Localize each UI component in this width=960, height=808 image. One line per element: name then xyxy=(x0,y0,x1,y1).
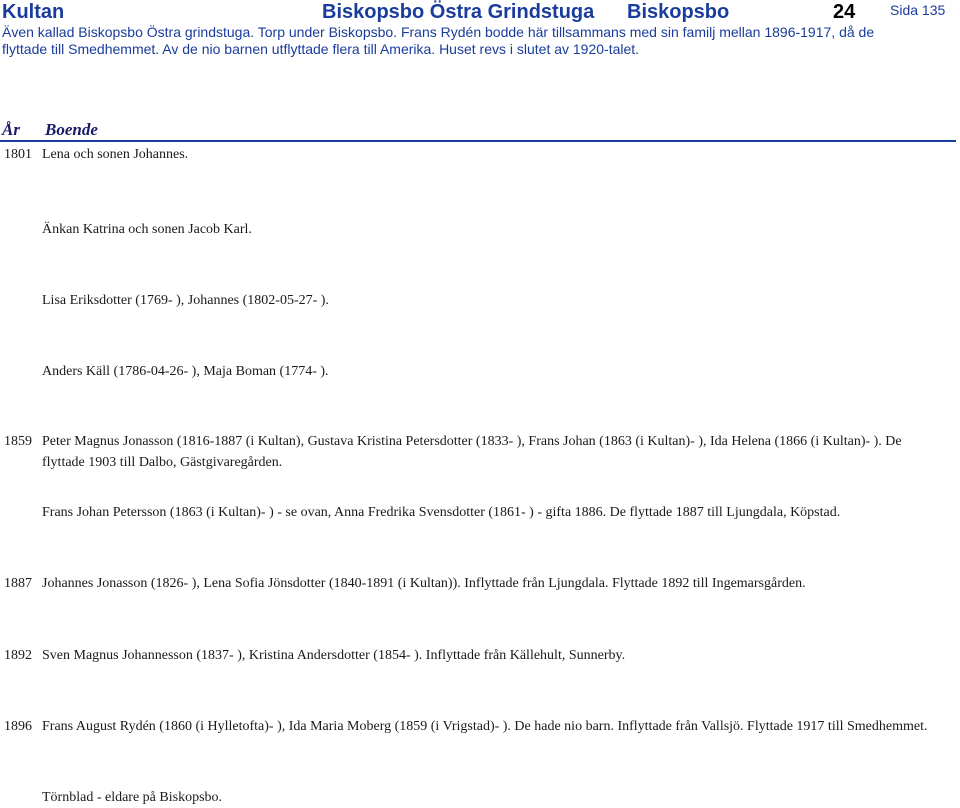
page-number: Sida 135 xyxy=(890,2,946,18)
place-name: Biskopsbo Östra Grindstuga xyxy=(322,1,595,23)
entry-text: Sven Magnus Johannesson (1837- ), Kristina Andersdotter (1854- ). Inflyttade från Källehult, Sunnerby. xyxy=(42,648,626,663)
column-header-year: År xyxy=(2,120,20,139)
entry-year: 1887 xyxy=(4,576,32,591)
page-title: Kultan xyxy=(2,1,65,23)
column-header-living: Boende xyxy=(45,120,98,139)
entry-year: 1892 xyxy=(4,648,32,663)
entry-year: 1859 xyxy=(4,434,32,449)
place-number: 24 xyxy=(833,1,856,23)
entry-year: 1896 xyxy=(4,719,32,734)
entry-text: Lisa Eriksdotter (1769- ), Johannes (1802-05-27- ). xyxy=(42,293,329,308)
entry-text: Frans Johan Petersson (1863 (i Kultan)- ) - se ovan, Anna Fredrika Svensdotter (1861- ) - gifta 1886. De flyttade 1887 till Ljungdala, Köpstad. xyxy=(42,505,841,520)
intro-paragraph: Även kallad Biskopsbo Östra grindstuga. Torp under Biskopsbo. Frans Rydén bodde här tillsammans med sin familj mellan 1896-1917, då de flyttade till Smedhemmet. Av de nio barnen utflyttade flera till Amerika. Huset revs i slutet av 1920-talet. xyxy=(2,24,875,57)
area-name: Biskopsbo xyxy=(627,1,730,23)
entry-year: 1801 xyxy=(4,147,32,162)
entry-text: Johannes Jonasson (1826- ), Lena Sofia Jönsdotter (1840-1891 (i Kultan)). Inflyttade från Ljungdala. Flyttade 1892 till Ingemarsgården. xyxy=(42,576,806,591)
entry-text: Anders Käll (1786-04-26- ), Maja Boman (1774- ). xyxy=(42,364,329,379)
entry-text: Frans August Rydén (1860 (i Hylletofta)- ), Ida Maria Moberg (1859 (i Vrigstad)- ). De hade nio barn. Inflyttade från Vallsjö. Flyttade 1917 till Smedhemmet. xyxy=(42,719,928,734)
entry-text: Lena och sonen Johannes. xyxy=(42,147,189,162)
entry-text: Peter Magnus Jonasson (1816-1887 (i Kultan), Gustava Kristina Petersdotter (1833- ), Frans Johan (1863 (i Kultan)- ), Ida Helena (1866 (i Kultan)- ). De flyttade 1903 till Dalbo, Gästgivaregården. xyxy=(42,434,902,470)
entry-text: Törnblad - eldare på Biskopsbo. xyxy=(42,790,223,805)
header-divider xyxy=(0,140,956,142)
entry-text: Änkan Katrina och sonen Jacob Karl. xyxy=(42,222,252,237)
